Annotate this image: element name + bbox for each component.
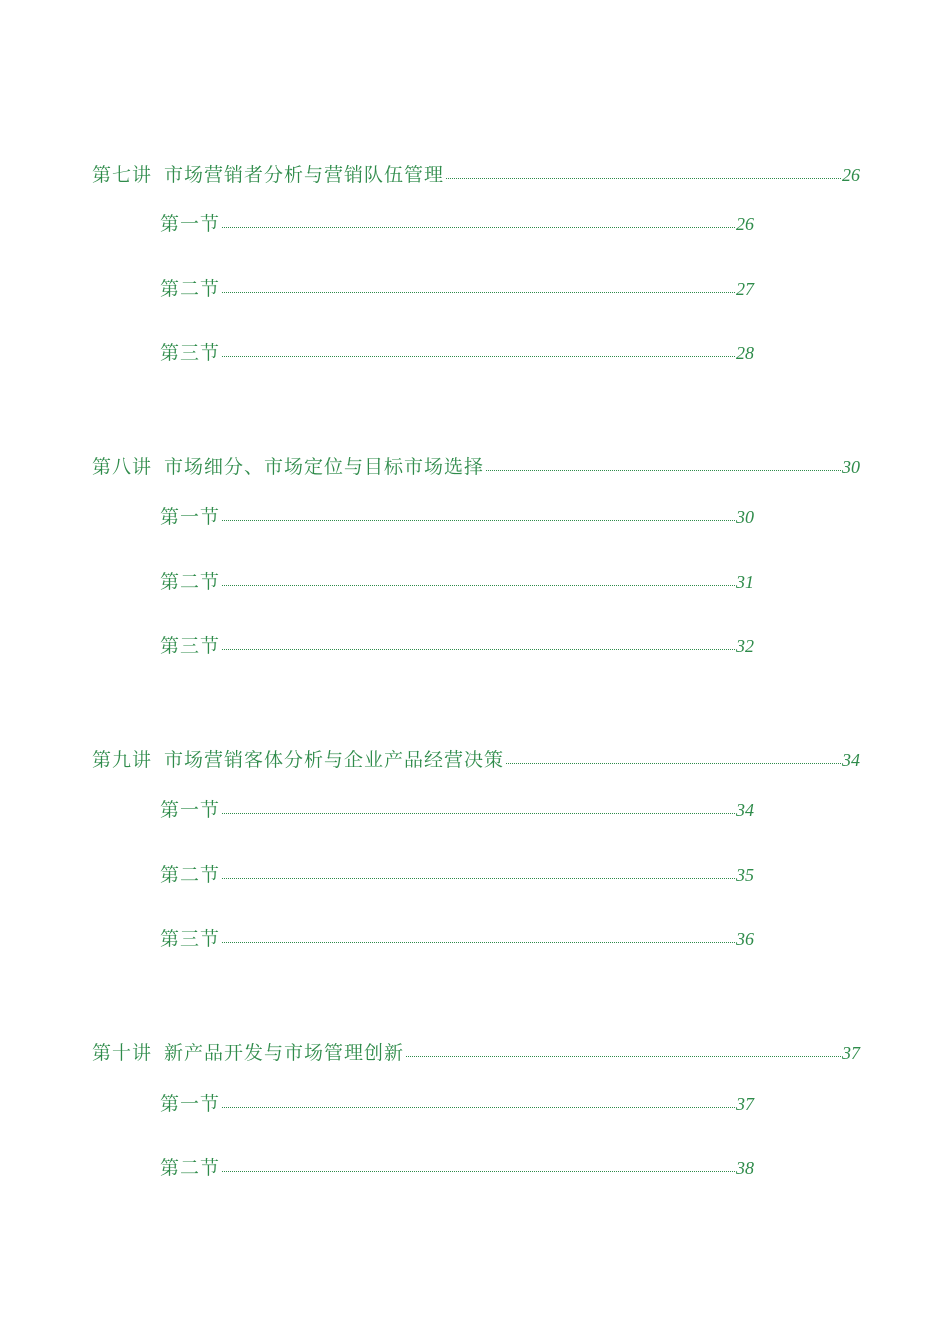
page-number: 30	[842, 457, 860, 477]
page-number: 26	[842, 165, 860, 185]
page-number: 35	[736, 865, 754, 885]
toc-section-entry[interactable]	[160, 341, 754, 365]
dot-leader	[222, 649, 735, 650]
toc-chapter-entry[interactable]	[92, 163, 860, 187]
toc-section-entry[interactable]	[160, 798, 754, 822]
toc-section-entry[interactable]	[160, 634, 754, 658]
chapter-number: 第七讲	[92, 164, 153, 186]
page-number: 27	[736, 279, 754, 299]
page-number: 37	[842, 1043, 860, 1063]
toc-section-entry[interactable]	[160, 505, 754, 529]
dot-leader	[406, 1056, 841, 1057]
chapter-number: 第十讲	[92, 1042, 153, 1064]
chapter-title: 市场细分、市场定位与目标市场选择	[164, 456, 485, 478]
section-label: 第一节	[160, 213, 221, 235]
toc-section-entry[interactable]	[160, 927, 754, 951]
section-label: 第二节	[160, 1157, 221, 1179]
toc-chapter-entry[interactable]	[92, 1041, 860, 1065]
chapter-heading	[92, 455, 484, 479]
toc-section-entry[interactable]	[160, 1156, 754, 1180]
chapter-title: 市场营销客体分析与企业产品经营决策	[164, 749, 505, 771]
dot-leader	[222, 1171, 735, 1172]
toc-chapter-entry[interactable]	[92, 748, 860, 772]
section-label: 第一节	[160, 506, 221, 528]
dot-leader	[222, 942, 735, 943]
toc-chapter-entry[interactable]	[92, 455, 860, 479]
page-number: 37	[736, 1094, 754, 1114]
dot-leader	[222, 1107, 735, 1108]
toc-section-entry[interactable]	[160, 277, 754, 301]
page-number: 30	[736, 507, 754, 527]
dot-leader	[446, 178, 841, 179]
section-label: 第三节	[160, 342, 221, 364]
chapter-heading	[92, 748, 504, 772]
page-number: 34	[736, 800, 754, 820]
toc-section-entry[interactable]	[160, 1092, 754, 1116]
dot-leader	[222, 878, 735, 879]
toc-section-entry[interactable]	[160, 570, 754, 594]
section-label: 第二节	[160, 571, 221, 593]
page-number: 32	[736, 636, 754, 656]
dot-leader	[222, 227, 735, 228]
chapter-number: 第八讲	[92, 456, 153, 478]
dot-leader	[222, 356, 735, 357]
chapter-title: 市场营销者分析与营销队伍管理	[164, 164, 445, 186]
section-label: 第一节	[160, 1093, 221, 1115]
dot-leader	[222, 585, 735, 586]
section-label: 第三节	[160, 635, 221, 657]
page-number: 34	[842, 750, 860, 770]
section-label: 第一节	[160, 799, 221, 821]
chapter-heading	[92, 163, 444, 187]
page-number: 36	[736, 929, 754, 949]
section-label: 第二节	[160, 278, 221, 300]
dot-leader	[222, 520, 735, 521]
section-label: 第三节	[160, 928, 221, 950]
page-number: 28	[736, 343, 754, 363]
chapter-title: 新产品开发与市场管理创新	[164, 1042, 405, 1064]
page-number: 31	[736, 572, 754, 592]
dot-leader	[486, 470, 841, 471]
dot-leader	[506, 763, 841, 764]
page-number: 38	[736, 1158, 754, 1178]
section-label: 第二节	[160, 864, 221, 886]
chapter-heading	[92, 1041, 404, 1065]
page-number: 26	[736, 214, 754, 234]
toc-section-entry[interactable]	[160, 863, 754, 887]
dot-leader	[222, 813, 735, 814]
toc-section-entry[interactable]	[160, 212, 754, 236]
chapter-number: 第九讲	[92, 749, 153, 771]
dot-leader	[222, 292, 735, 293]
